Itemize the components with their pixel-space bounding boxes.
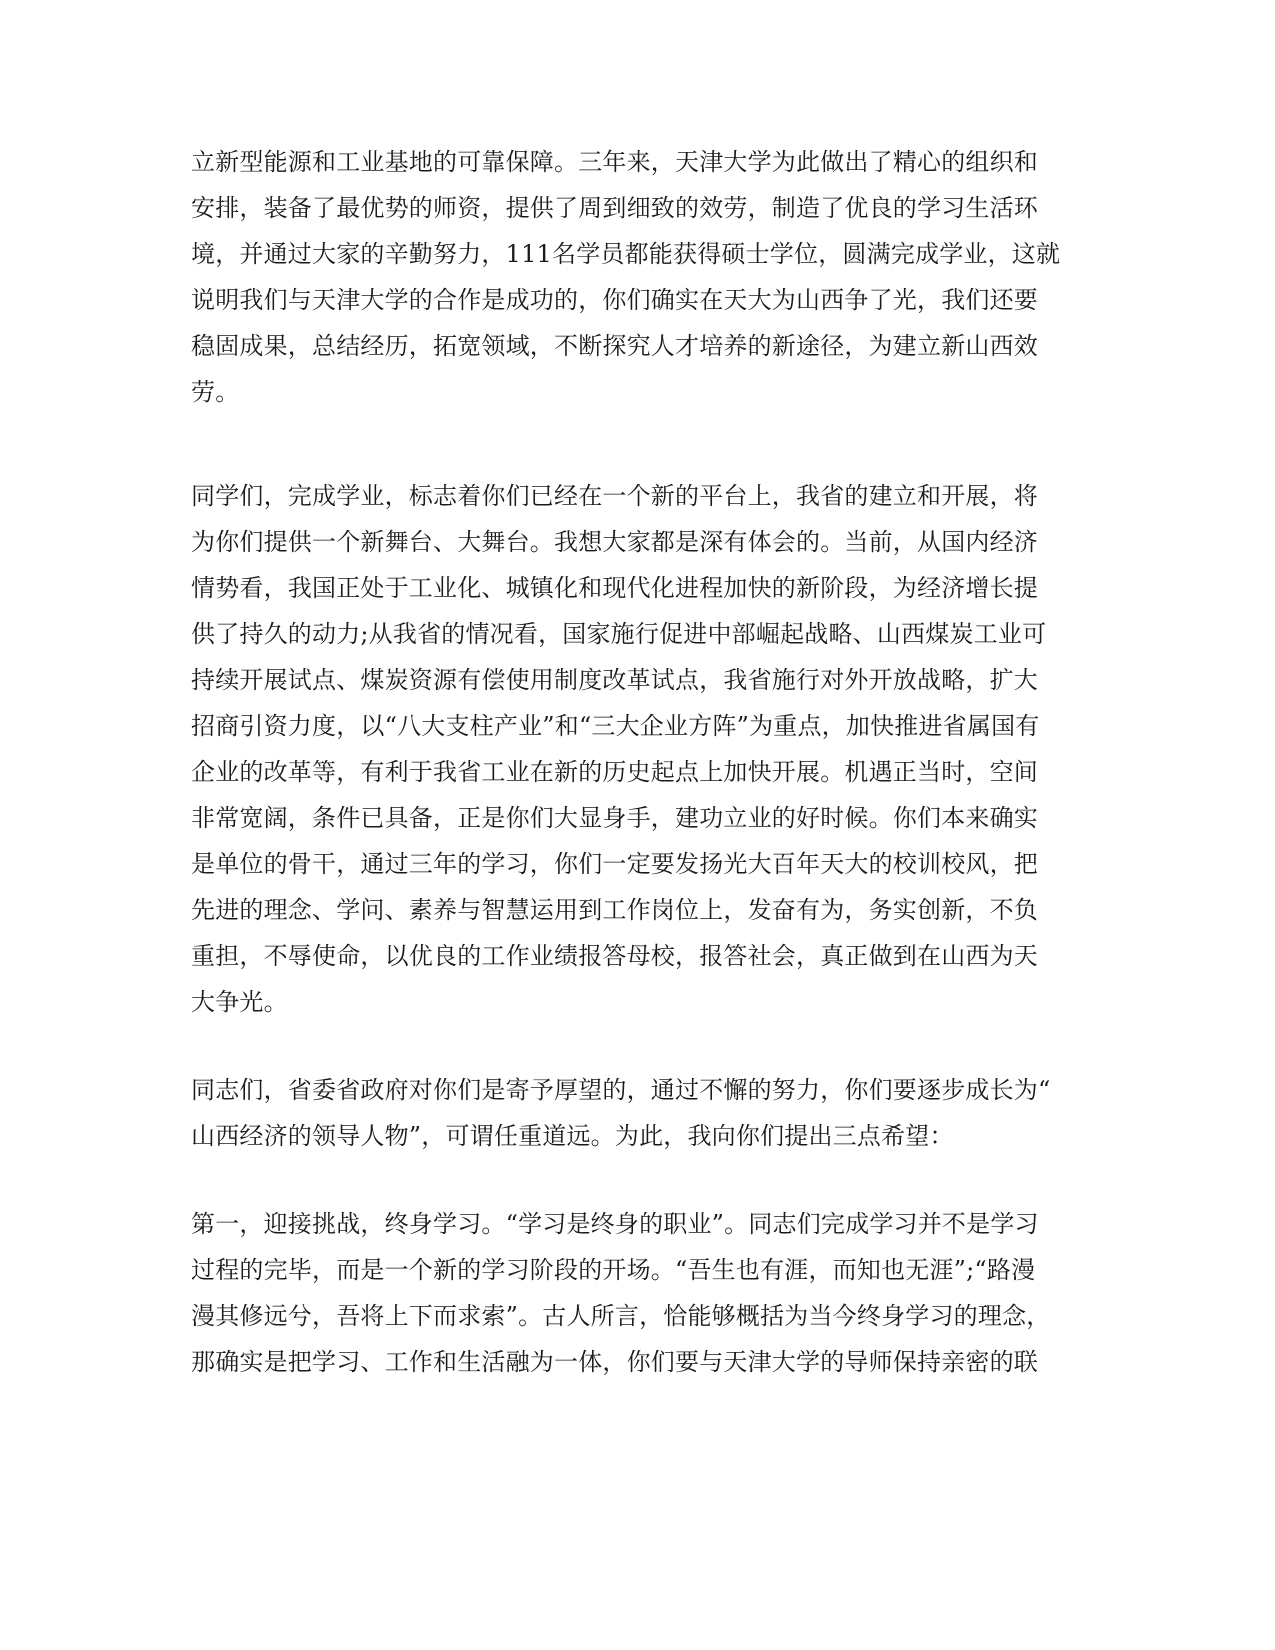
text-line: 说明我们与天津大学的合作是成功的，你们确实在天大为山西争了光，我们还要 [191, 286, 1038, 314]
text-line: 第一，迎接挑战，终身学习。“学习是终身的职业”。同志们完成学习并不是学习 [191, 1210, 1039, 1238]
text-line: 漫其修远兮，吾将上下而求索”。古人所言，恰能够概括为当今终身学习的理念， [191, 1302, 1051, 1330]
text-line: 劳。 [191, 378, 240, 406]
text-line: 情势看，我国正处于工业化、城镇化和现代化进程加快的新阶段，为经济增长提 [191, 574, 1038, 602]
text-line: 是单位的骨干，通过三年的学习，你们一定要发扬光大百年天大的校训校风，把 [191, 850, 1038, 878]
text-line: 企业的改革等，有利于我省工业在新的历史起点上加快开展。机遇正当时，空间 [191, 758, 1038, 786]
text-line: 非常宽阔，条件已具备，正是你们大显身手，建功立业的好时候。你们本来确实 [191, 804, 1038, 832]
text-line: 同学们，完成学业，标志着你们已经在一个新的平台上，我省的建立和开展，将 [191, 482, 1038, 510]
text-line: 重担，不辱使命，以优良的工作业绩报答母校，报答社会，真正做到在山西为天 [191, 942, 1038, 970]
text-line: 那确实是把学习、工作和生活融为一体，你们要与天津大学的导师保持亲密的联 [191, 1348, 1038, 1376]
text-line: 供了持久的动力;从我省的情况看，国家施行促进中部崛起战略、山西煤炭工业可 [191, 620, 1047, 648]
text-line: 过程的完毕，而是一个新的学习阶段的开场。“吾生也有涯，而知也无涯”;“路漫 [191, 1256, 1036, 1284]
text-line: 境，并通过大家的辛勤努力，111名学员都能获得硕士学位，圆满完成学业，这就 [191, 240, 1061, 268]
text-line: 同志们，省委省政府对你们是寄予厚望的，通过不懈的努力，你们要逐步成长为“ [191, 1076, 1051, 1104]
text-line: 山西经济的领导人物”，可谓任重道远。为此，我向你们提出三点希望： [191, 1122, 954, 1150]
text-line: 立新型能源和工业基地的可靠保障。三年来，天津大学为此做出了精心的组织和 [191, 148, 1038, 176]
text-line: 持续开展试点、煤炭资源有偿使用制度改革试点，我省施行对外开放战略，扩大 [191, 666, 1038, 694]
text-line: 招商引资力度，以“八大支柱产业”和“三大企业方阵”为重点，加快推进省属国有 [191, 712, 1040, 740]
text-line: 安排，装备了最优势的师资，提供了周到细致的效劳，制造了优良的学习生活环 [191, 194, 1038, 222]
text-line: 大争光。 [191, 988, 288, 1016]
text-line: 先进的理念、学问、素养与智慧运用到工作岗位上，发奋有为，务实创新，不负 [191, 896, 1038, 924]
text-line: 为你们提供一个新舞台、大舞台。我想大家都是深有体会的。当前，从国内经济 [191, 528, 1038, 556]
text-line: 稳固成果，总结经历，拓宽领域，不断探究人才培养的新途径，为建立新山西效 [191, 332, 1038, 360]
